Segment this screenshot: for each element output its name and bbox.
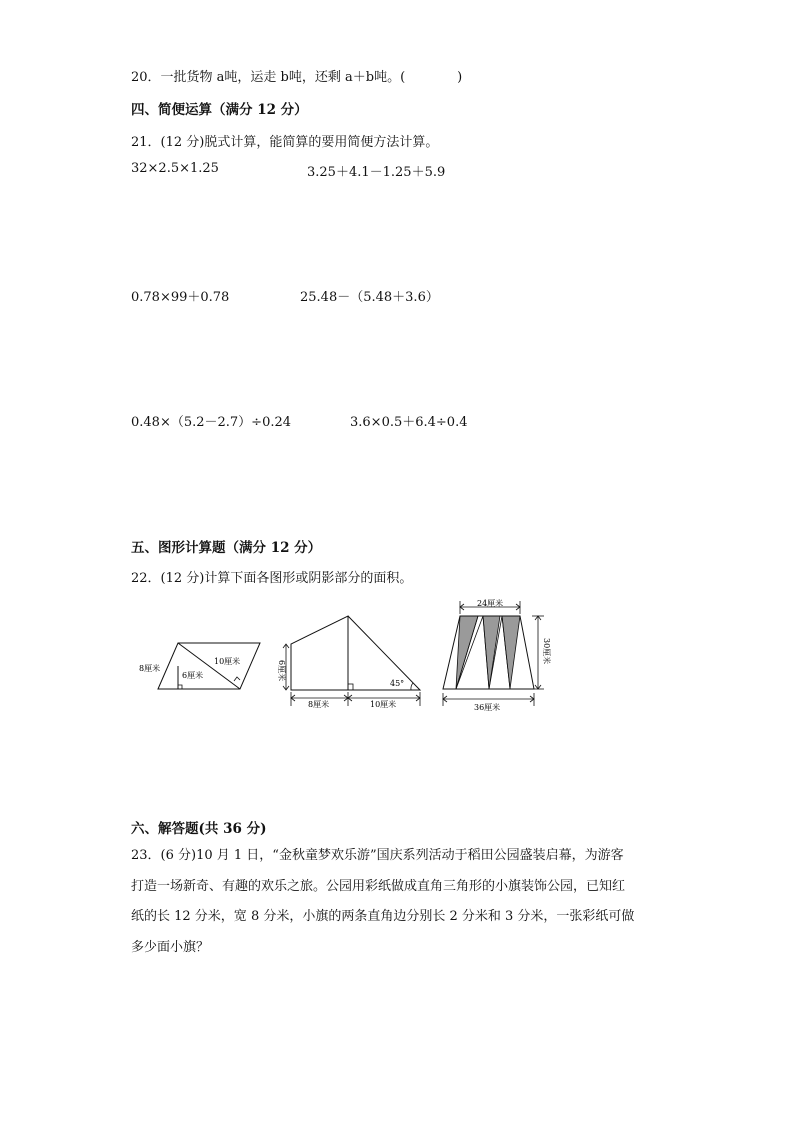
section-4-heading: 四、简便运算（满分 12 分） bbox=[131, 102, 308, 118]
question-20: 20．一批货物 a吨，运走 b吨，还剩 a＋b吨。( ) bbox=[131, 70, 463, 85]
label-height: 6厘米 bbox=[182, 671, 204, 680]
expression-1: 32×2.5×1.25 bbox=[131, 161, 219, 176]
figure-parallelogram bbox=[136, 636, 266, 696]
label-top: 24厘米 bbox=[477, 599, 504, 608]
figure-trapezoid bbox=[434, 596, 564, 716]
expression-6: 3.6×0.5＋6.4÷0.4 bbox=[350, 415, 468, 430]
section-6-heading: 六、解答题(共 36 分) bbox=[131, 821, 267, 837]
question-23-line-2: 打造一场新奇、有趣的欢乐之旅。公园用彩纸做成直角三角形的小旗装饰公园，已知红 bbox=[131, 878, 626, 894]
question-22-prompt: 22．(12 分)计算下面各图形或阴影部分的面积。 bbox=[131, 571, 413, 586]
label-trap-height: 30厘米 bbox=[542, 638, 551, 665]
figure-triangles bbox=[270, 610, 430, 715]
expression-5: 0.48×（5.2－2.7）÷0.24 bbox=[131, 415, 292, 430]
question-23-line-3: 纸的长 12 分米，宽 8 分米，小旗的两条直角边分别长 2 分米和 3 分米，一张彩纸可做 bbox=[131, 909, 635, 924]
label-bottom: 36厘米 bbox=[474, 703, 501, 712]
question-23-line-4: 多少面小旗？ bbox=[131, 939, 210, 955]
label-base-right: 10厘米 bbox=[370, 700, 397, 709]
label-base-left: 8厘米 bbox=[308, 700, 330, 709]
label-angle: 45° bbox=[390, 679, 405, 688]
question-23 bbox=[131, 841, 666, 963]
question-23-line-1: 23．(6 分)10 月 1 日，“金秋童梦欢乐游”国庆系列活动于稻田公园盛装启幕，为游客 bbox=[131, 848, 624, 863]
question-21-prompt: 21．(12 分)脱式计算，能简算的要用简便方法计算。 bbox=[131, 135, 439, 150]
label-diagonal: 10厘米 bbox=[214, 657, 241, 666]
label-side: 8厘米 bbox=[139, 664, 161, 673]
expression-3: 0.78×99＋0.78 bbox=[131, 290, 230, 305]
label-height-fig2: 6厘米 bbox=[277, 660, 286, 682]
section-5-heading: 五、图形计算题（满分 12 分） bbox=[131, 540, 322, 556]
expression-2: 3.25＋4.1－1.25＋5.9 bbox=[307, 165, 446, 180]
expression-4: 25.48－（5.48＋3.6） bbox=[300, 290, 439, 305]
